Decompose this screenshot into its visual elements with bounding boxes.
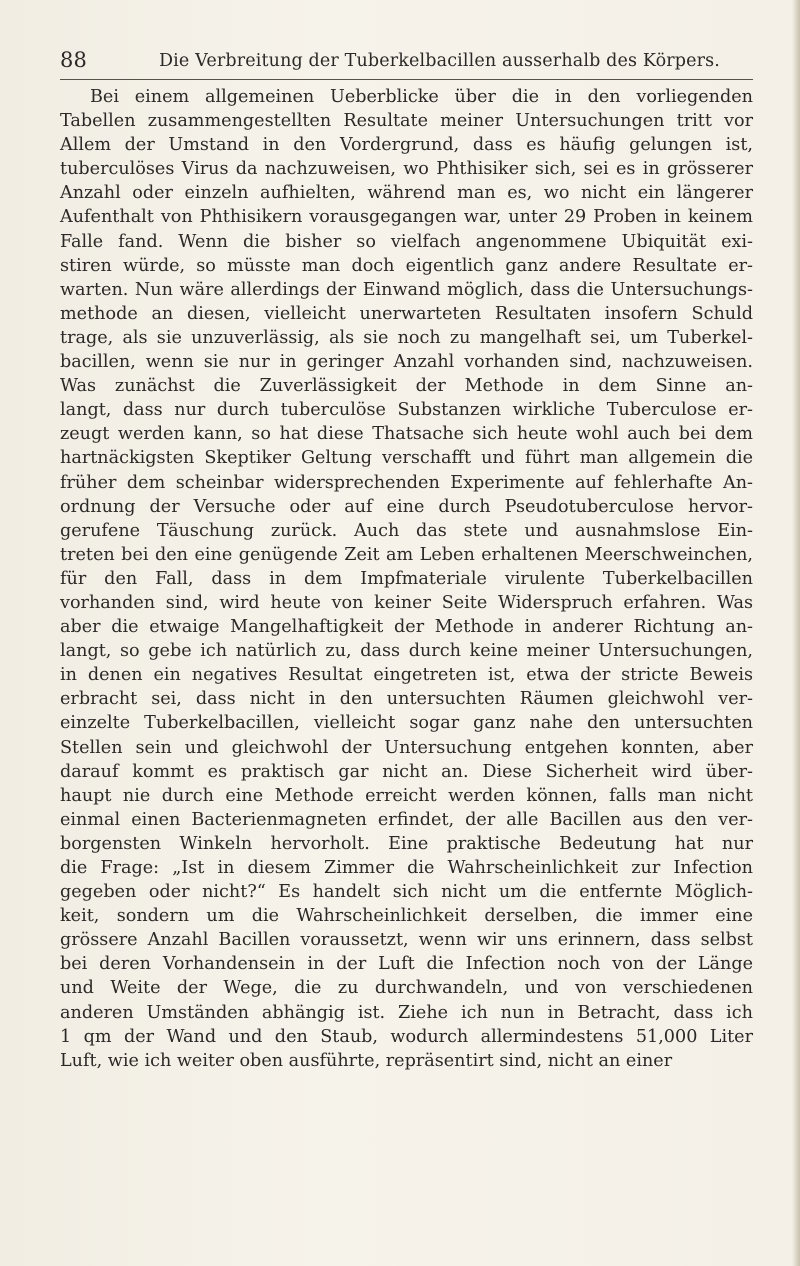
text-line: einzelte Tuberkelbacillen, vielleicht sogar ganz nahe den untersuchten xyxy=(60,713,753,734)
running-title: Die Verbreitung der Tuberkelbacillen ausserhalb des Körpers. xyxy=(159,51,721,71)
text-line: für den Fall, dass in dem Impfmateriale virulente Tuberkelbacillen xyxy=(60,568,753,589)
text-line: Was zunächst die Zuverlässigkeit der Methode in dem Sinne an- xyxy=(60,376,753,397)
text-line: einmal einen Bacterienmagneten erfindet, der alle Bacillen aus den ver- xyxy=(60,809,753,830)
text-line: zeugt werden kann, so hat diese Thatsache sich heute wohl auch bei dem xyxy=(60,424,753,445)
text-line: anderen Umständen abhängig ist. Ziehe ich nun in Betracht, dass ich xyxy=(60,1002,753,1023)
text-line: Aufenthalt von Phthisikern vorausgegangen war, unter 29 Proben in keinem xyxy=(60,207,753,228)
text-line: 1 qm der Wand und den Staub, wodurch allermindestens 51,000 Liter xyxy=(60,1026,753,1047)
page-header xyxy=(60,48,760,76)
text-line: Bei einem allgemeinen Ueberblicke über die in den vorliegenden xyxy=(90,87,753,107)
text-line: methode an diesen, vielleicht unerwarteten Resultaten insofern Schuld xyxy=(60,303,753,324)
text-line: Anzahl oder einzeln aufhielten, während man es, wo nicht ein längerer xyxy=(60,183,753,204)
text-line: bacillen, wenn sie nur in geringer Anzahl vorhanden sind, nachzuweisen. xyxy=(60,352,753,373)
text-line: Falle fand. Wenn die bisher so vielfach angenommene Ubiquität exi- xyxy=(60,231,753,252)
header-rule xyxy=(60,79,753,80)
text-line: darauf kommt es praktisch gar nicht an. Diese Sicherheit wird über- xyxy=(60,761,753,782)
page-edge-shadow xyxy=(792,0,800,1266)
text-line: in denen ein negatives Resultat eingetreten ist, etwa der stricte Beweis xyxy=(60,665,753,686)
text-line: erbracht sei, dass nicht in den untersuchten Räumen gleichwohl ver- xyxy=(60,689,753,710)
text-line: aber die etwaige Mangelhaftigkeit der Methode in anderer Richtung an- xyxy=(60,617,753,638)
text-line: die Frage: „Ist in diesem Zimmer die Wahrscheinlichkeit zur Infection xyxy=(60,858,753,878)
text-line: Allem der Umstand in den Vordergrund, dass es häufig gelungen ist, xyxy=(60,135,753,156)
text-line: haupt nie durch eine Methode erreicht werden können, falls man nicht xyxy=(60,785,753,806)
text-line: langt, so gebe ich natürlich zu, dass durch keine meiner Untersuchungen, xyxy=(60,641,753,662)
body-paragraph xyxy=(60,85,753,1073)
text-line: stiren würde, so müsste man doch eigentlich ganz andere Resultate er- xyxy=(60,255,753,276)
text-line: Luft, wie ich weiter oben ausführte, repräsentirt sind, nicht an einer xyxy=(60,1050,673,1071)
text-line: Stellen sein und gleichwohl der Untersuchung entgehen konnten, aber xyxy=(60,737,753,758)
text-line: tuberculöses Virus da nachzuweisen, wo Phthisiker sich, sei es in grösserer xyxy=(60,159,753,180)
page-number: 88 xyxy=(60,48,88,72)
text-line: Tabellen zusammengestellten Resultate meiner Untersuchungen tritt vor xyxy=(60,111,753,132)
text-line: keit, sondern um die Wahrscheinlichkeit derselben, die immer eine xyxy=(60,906,753,927)
text-line: grössere Anzahl Bacillen voraussetzt, wenn wir uns erinnern, dass selbst xyxy=(60,930,753,951)
text-line: vorhanden sind, wird heute von keiner Seite Widerspruch erfahren. Was xyxy=(60,592,753,613)
text-line: gegeben oder nicht?“ Es handelt sich nicht um die entfernte Möglich- xyxy=(60,882,753,903)
text-line: hartnäckigsten Skeptiker Geltung verschafft und führt man allgemein die xyxy=(60,448,753,469)
text-line: borgensten Winkeln hervorholt. Eine praktische Bedeutung hat nur xyxy=(60,833,753,854)
text-line: langt, dass nur durch tuberculöse Substanzen wirkliche Tuberculose er- xyxy=(60,400,753,421)
text-line: warten. Nun wäre allerdings der Einwand möglich, dass die Untersuchungs- xyxy=(60,279,753,300)
text-line: treten bei den eine genügende Zeit am Leben erhaltenen Meerschweinchen, xyxy=(60,544,753,565)
text-line: gerufene Täuschung zurück. Auch das stete und ausnahmslose Ein- xyxy=(60,520,753,541)
text-line: bei deren Vorhandensein in der Luft die Infection noch von der Länge xyxy=(60,954,753,975)
text-line: ordnung der Versuche oder auf eine durch Pseudotuberculose hervor- xyxy=(60,496,753,517)
text-line: und Weite der Wege, die zu durchwandeln, und von verschiedenen xyxy=(60,978,753,999)
text-line: trage, als sie unzuverlässig, als sie noch zu mangelhaft sei, um Tuberkel- xyxy=(60,327,753,348)
text-line: früher dem scheinbar widersprechenden Experimente auf fehlerhafte An- xyxy=(60,472,753,493)
